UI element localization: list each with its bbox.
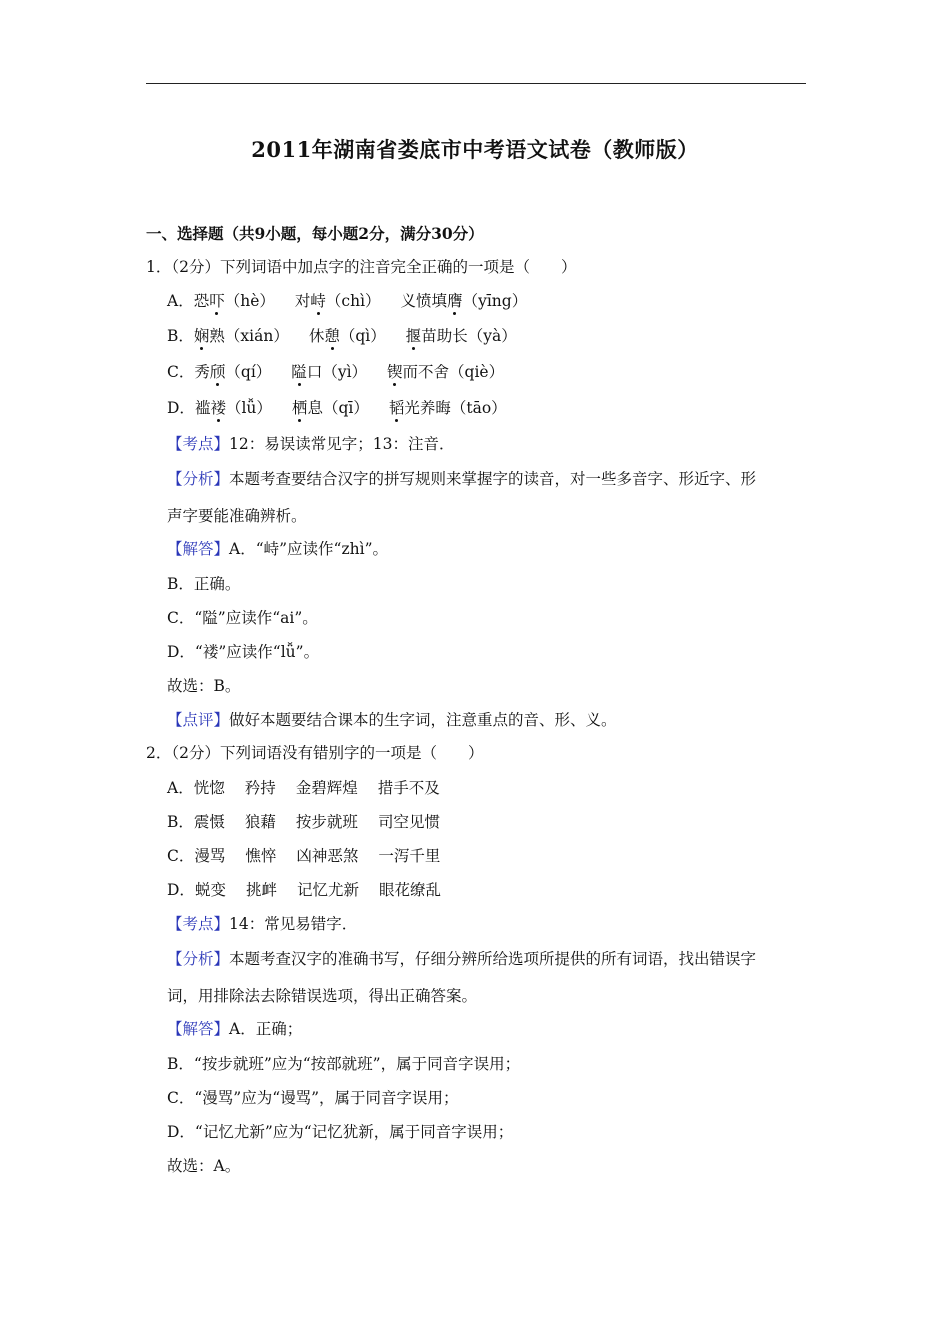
q1-jieda: 【解答】A．“峙”应读作“zhì”。 xyxy=(167,540,389,558)
q2-jieda: 【解答】A．正确； xyxy=(167,1020,303,1038)
q2-jieda-d: D．“记忆尤新”应为“记忆犹新，属于同音字误用； xyxy=(167,1123,514,1141)
q1-fenxi-cont: 声字要能准确辨析。 xyxy=(167,507,307,525)
q1-kaodian: 【考点】12：易误读常见字；13：注音． xyxy=(167,435,455,453)
q2-stem: 2．（2分）下列词语没有错别字的一项是（ ） xyxy=(146,744,484,762)
header-rule xyxy=(146,83,806,84)
q2-answer: 故选：A。 xyxy=(167,1157,241,1175)
q1-jieda-d: D．“褛”应读作“lǚ”。 xyxy=(167,643,320,661)
q1-stem: 1．（2分）下列词语中加点字的注音完全正确的一项是（ ） xyxy=(146,258,577,276)
q1-option-b: B．娴熟（xián） 休憩（qì） 揠苗助长（yà） xyxy=(167,327,517,345)
page-title: 2011年湖南省娄底市中考语文试卷（教师版） xyxy=(251,137,699,162)
q1-answer: 故选：B。 xyxy=(167,677,241,695)
q2-option-b: B．震慑 狼藉 按步就班 司空见惯 xyxy=(167,813,440,831)
q1-fenxi: 【分析】本题考查要结合汉字的拼写规则来掌握字的读音，对一些多音字、形近字、形 xyxy=(167,470,757,488)
q2-option-d: D．蜕变 挑衅 记忆尤新 眼花缭乱 xyxy=(167,881,441,899)
q2-option-a: A．恍惚 矜持 金碧辉煌 措手不及 xyxy=(167,779,440,797)
q1-option-a: A．恐吓（hè） 对峙（chì） 义愤填膺（yīng） xyxy=(167,292,528,310)
q2-kaodian: 【考点】14：常见易错字． xyxy=(167,915,358,933)
q1-jieda-c: C．“隘”应读作“ai”。 xyxy=(167,609,318,627)
section-heading: 一、选择题（共9小题，每小题2分，满分30分） xyxy=(146,224,484,243)
q2-jieda-b: B．“按步就班”应为“按部就班”，属于同音字误用； xyxy=(167,1055,521,1073)
q1-option-c: C．秀颀（qí） 隘口（yì） 锲而不舍（qiè） xyxy=(167,363,505,381)
q2-option-c: C．漫骂 憔悴 凶神恶煞 一泻千里 xyxy=(167,847,441,865)
q2-jieda-c: C．“漫骂”应为“谩骂”，属于同音字误用； xyxy=(167,1089,459,1107)
q2-fenxi-cont: 词，用排除法去除错误选项，得出正确答案。 xyxy=(167,987,478,1005)
q2-fenxi: 【分析】本题考查汉字的准确书写，仔细分辨所给选项所提供的所有词语，找出错误字 xyxy=(167,950,757,968)
q1-jieda-b: B．正确。 xyxy=(167,575,241,593)
q1-option-d: D．褴褛（lǚ） 栖息（qī） 韬光养晦（tāo） xyxy=(167,399,507,417)
q1-dianping: 【点评】做好本题要结合课本的生字词，注意重点的音、形、义。 xyxy=(167,711,617,729)
